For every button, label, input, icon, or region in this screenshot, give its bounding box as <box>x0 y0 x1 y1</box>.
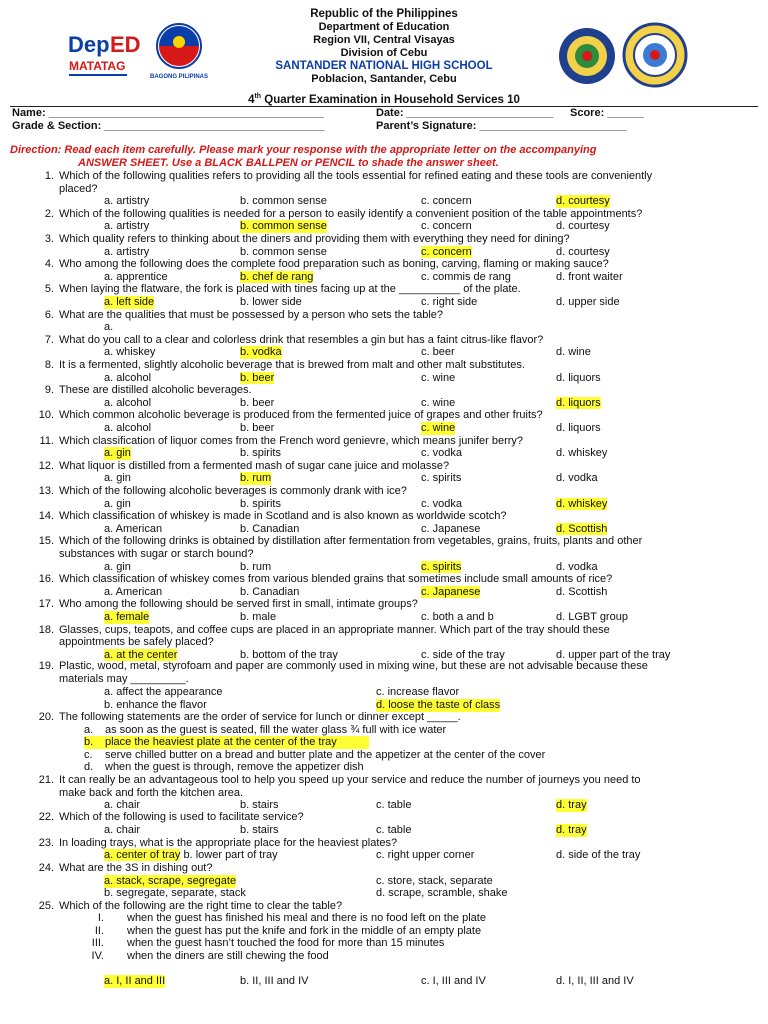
question-number: 12. <box>38 459 54 472</box>
q23-option-c[interactable]: c. right upper corner <box>376 849 475 861</box>
item-letter: a. <box>84 724 94 736</box>
q1-option-a[interactable]: a. artistry <box>104 195 150 208</box>
statement-text: when the guest has put the knife and fork in the middle of an empty plate <box>127 925 482 937</box>
q4-option-c[interactable]: c. commis de rang <box>421 270 511 283</box>
q18-option-c[interactable]: c. side of the tray <box>421 648 505 661</box>
question-number: 9. <box>44 384 54 397</box>
question-text: What do you call to a clear and colorless drink that resembles a gin but has a faint citrus-like flavor? <box>59 333 544 346</box>
q1-option-d[interactable]: d. courtesy <box>556 195 610 208</box>
q5-option-d[interactable]: d. upper side <box>556 296 620 308</box>
item-text: as soon as the guest is seated, fill the water glass ¾ full with ice water <box>105 724 447 736</box>
question-number: 25. <box>38 900 54 912</box>
question-text: Which classification of liquor comes from the French word genievre, which means junifer berry? <box>59 434 524 447</box>
question-number: 1. <box>44 170 54 182</box>
q8-option-d[interactable]: d. liquors <box>556 371 601 384</box>
q5-option-b[interactable]: b. lower side <box>240 296 302 308</box>
q25-statement-4 <box>84 950 329 963</box>
directions-line2: ANSWER SHEET. Use a BLACK BALLPEN or PENCIL to shade the answer sheet. <box>78 157 499 169</box>
roman-numeral: IV. <box>91 950 104 962</box>
q10-option-b[interactable]: b. beer <box>240 422 275 434</box>
question-text: What are the qualities that must be possessed by a person who sets the table? <box>59 308 444 321</box>
question-text: Which of the following is used to facilitate service? <box>59 811 304 823</box>
question-number: 24. <box>38 862 54 874</box>
q10-option-c[interactable]: c. wine <box>421 422 456 434</box>
q14-option-c[interactable]: c. Japanese <box>421 522 481 535</box>
q4-option-d[interactable]: d. front waiter <box>556 270 623 283</box>
question-number: 13. <box>38 485 54 497</box>
q11-option-b[interactable]: b. spirits <box>240 447 281 460</box>
question-text: Which quality refers to thinking about the diners and providing them with everything they need for dining? <box>59 233 570 245</box>
question-text: substances with sugar or starch bound? <box>59 548 254 560</box>
question-text: Who among the following does the complete food preparation such as boning, carving, flaming or making sauce? <box>59 258 609 271</box>
q20-item-b[interactable] <box>84 736 369 749</box>
q17-option-c[interactable]: c. both a and b <box>421 611 494 623</box>
item-letter: c. <box>84 749 93 761</box>
q21-option-b[interactable]: b. stairs <box>240 799 279 811</box>
statement-text: when the diners are still chewing the food <box>127 950 329 962</box>
statement-text: when the guest has finished his meal and there is no food left on the plate <box>127 912 486 924</box>
q20-item-a[interactable] <box>84 724 447 737</box>
exam-title-sup: th <box>254 93 262 100</box>
q4-option-b[interactable]: b. chef de rang <box>240 270 314 283</box>
question-number: 10. <box>38 409 54 422</box>
directions <box>10 144 750 170</box>
question-text: It is a fermented, slightly alcoholic beverage that is brewed from malt and other malt substitutes. <box>59 359 525 371</box>
q5-option-c[interactable]: c. right side <box>421 296 478 308</box>
q24-option-a[interactable]: a. stack, scrape, segregate <box>104 875 237 887</box>
grade-section-field[interactable]: Grade & Section: ____________________________________ <box>12 120 325 132</box>
q18-option-d[interactable]: d. upper part of the tray <box>556 648 671 661</box>
svg-text:ED: ED <box>110 32 141 57</box>
q15-option-a[interactable]: a. gin <box>104 560 131 573</box>
question-number: 23. <box>38 837 54 849</box>
svg-text:BAGONG PILIPINAS: BAGONG PILIPINAS <box>149 74 209 80</box>
header-republic: Republic of the Philippines <box>310 8 458 20</box>
question-number: 21. <box>38 774 54 786</box>
q8-option-b[interactable]: b. beer <box>240 371 275 384</box>
question-number: 15. <box>38 535 54 548</box>
q2-option-b[interactable]: b. common sense <box>240 220 327 233</box>
q10-option-d[interactable]: d. liquors <box>556 422 601 434</box>
q18-option-a[interactable]: a. at the center <box>104 648 178 661</box>
question-text: What liquor is distilled from a fermented mash of sugar cane juice and molasse? <box>59 459 450 472</box>
q14-option-b[interactable]: b. Canadian <box>240 522 300 535</box>
q23-option-d[interactable]: d. side of the tray <box>556 849 641 861</box>
question-number: 22. <box>38 811 54 823</box>
q2-option-d[interactable]: d. courtesy <box>556 220 610 233</box>
q16-option-a[interactable]: a. American <box>104 585 163 598</box>
q17-option-b[interactable]: b. male <box>240 611 277 623</box>
question-text: materials may _________. <box>59 673 189 685</box>
q15-option-c[interactable]: c. spirits <box>421 560 462 573</box>
q14-option-a[interactable]: a. American <box>104 522 163 535</box>
q23-option-ab[interactable] <box>104 849 278 862</box>
q19-option-a[interactable]: a. affect the appearance <box>104 686 223 698</box>
q3-option-c[interactable]: c. concern <box>421 245 472 258</box>
header-division: Division of Cebu <box>340 47 428 59</box>
q11-option-d[interactable]: d. whiskey <box>556 447 608 460</box>
q12-option-d[interactable]: d. vodka <box>556 472 598 485</box>
question-text: In loading trays, what is the appropriate place for the heaviest plates? <box>59 837 398 849</box>
question-number: 18. <box>38 623 54 636</box>
question-text: placed? <box>59 182 98 195</box>
header-address: Poblacion, Santander, Cebu <box>311 73 457 85</box>
q13-option-d[interactable]: d. whiskey <box>556 497 608 510</box>
q9-option-b[interactable]: b. beer <box>240 396 275 409</box>
q3-option-a[interactable]: a. artistry <box>104 245 150 258</box>
q21-option-c[interactable]: c. table <box>376 799 412 811</box>
question-text: Which of the following qualities refers to providing all the tools essential for refined eating and these tools are conveniently <box>59 170 653 182</box>
question-text: appointments be safely placed? <box>59 636 214 649</box>
question-text: Which common alcoholic beverage is produced from the fermented juice of grapes and other fruits? <box>59 409 543 422</box>
q12-option-c[interactable]: c. spirits <box>421 472 462 485</box>
question-number: 11. <box>39 434 54 447</box>
q11-option-a[interactable]: a. gin <box>104 447 131 460</box>
q19-option-b[interactable]: b. enhance the flavor <box>104 699 207 711</box>
q7-option-a[interactable]: a. whiskey <box>104 346 156 359</box>
directions-line1: Direction: Read each item carefully. Please mark your response with the appropriate letter on the accompanying <box>10 144 597 156</box>
q5-option-a[interactable]: a. left side <box>104 296 155 308</box>
question-text: Which of the following alcoholic beverages is commonly drank with ice? <box>59 485 407 497</box>
question-number: 3. <box>44 233 54 245</box>
q22-option-a[interactable]: a. chair <box>104 824 141 836</box>
item-text: place the heaviest plate at the center of the tray <box>105 736 337 748</box>
header-region: Region VII, Central Visayas <box>313 34 455 46</box>
question-number: 8. <box>44 359 54 371</box>
svg-text:Dep: Dep <box>68 32 110 57</box>
q16-option-d[interactable]: d. Scottish <box>556 585 608 598</box>
q3-option-b[interactable]: b. common sense <box>240 245 327 258</box>
q12-option-b[interactable]: b. rum <box>240 472 272 485</box>
question-number: 17. <box>38 598 54 611</box>
svg-text:MATATAG: MATATAG <box>69 59 126 73</box>
question-number: 7. <box>44 333 54 346</box>
q23-option-b[interactable]: b. lower part of tray <box>180 849 278 861</box>
question-text: Which classification of whiskey is made in Scotland and is also known as worldwide scotch? <box>59 510 507 523</box>
question-text: Which of the following are the right time to clear the table? <box>59 900 343 912</box>
roman-numeral: III. <box>91 937 104 949</box>
q6-option-a[interactable]: a. <box>104 321 114 334</box>
exam-title-num: 4 <box>248 93 255 106</box>
question-text: Which of the following qualities is needed for a person to easily identify a convenient position of the table appointments? <box>59 207 643 220</box>
q16-option-b[interactable]: b. Canadian <box>240 585 300 598</box>
parent-signature-field[interactable]: Parent’s Signature: ________________________ <box>376 120 627 132</box>
question-number: 20. <box>38 711 54 723</box>
item-letter: d. <box>84 761 94 773</box>
item-text: serve chilled butter on a bread and butter plate and the appetizer at the center of the cover <box>105 749 546 761</box>
item-text: when the guest is through, remove the appetizer dish <box>105 761 364 773</box>
q2-option-c[interactable]: c. concern <box>421 220 472 233</box>
q24-option-d[interactable]: d. scrape, scramble, shake <box>376 887 508 899</box>
q25-statement-3 <box>84 937 445 950</box>
q13-option-b[interactable]: b. spirits <box>240 497 281 510</box>
q1-option-b[interactable]: b. common sense <box>240 195 327 208</box>
question-text: It can really be an advantageous tool to help you speed up your service and reduce the number of journeys you need to <box>59 774 641 786</box>
question-number: 5. <box>44 283 54 296</box>
name-field[interactable]: Name: _____________________________________________ <box>12 107 324 119</box>
school-header <box>0 8 768 86</box>
question-text: When laying the flatware, the fork is placed with tines facing up at the __________ of the plate. <box>59 283 521 296</box>
q25-option-c[interactable]: c. I, III and IV <box>421 975 486 987</box>
q17-option-d[interactable]: d. LGBT group <box>556 611 628 623</box>
question-text: Which of the following drinks is obtained by distillation after fermentation from vegetables, grains, fruits, plants and other <box>59 535 643 548</box>
q1-option-c[interactable]: c. concern <box>421 195 472 208</box>
q8-option-c[interactable]: c. wine <box>421 371 456 384</box>
score-field[interactable]: Score: ______ <box>570 107 644 119</box>
item-letter: b. <box>84 736 94 748</box>
q25-option-b[interactable]: b. II, III and IV <box>240 975 309 987</box>
q15-option-d[interactable]: d. vodka <box>556 560 598 573</box>
q23-option-a[interactable]: a. center of tray <box>104 849 181 861</box>
exam-title <box>0 93 768 106</box>
q25-statement-1 <box>84 912 486 925</box>
q2-option-a[interactable]: a. artistry <box>104 220 150 233</box>
q24-option-b[interactable]: b. segregate, separate, stack <box>104 887 246 899</box>
q22-option-b[interactable]: b. stairs <box>240 824 279 836</box>
question-text: Plastic, wood, metal, styrofoam and paper are commonly used in mixing wine, but these are not advisable because these <box>59 660 648 672</box>
q7-option-c[interactable]: c. beer <box>421 346 455 359</box>
q3-option-d[interactable]: d. courtesy <box>556 245 610 258</box>
q17-option-a[interactable]: a. female <box>104 611 150 623</box>
question-text: Which classification of whiskey comes from various blended grains that sometimes include small amounts of rice? <box>59 573 613 586</box>
question-text: What are the 3S in dishing out? <box>59 862 213 874</box>
q25-statement-2 <box>84 925 482 938</box>
q7-option-b[interactable]: b. vodka <box>240 346 282 359</box>
q8-option-a[interactable]: a. alcohol <box>104 371 152 384</box>
q24-option-c[interactable]: c. store, stack, separate <box>376 875 493 887</box>
statement-text: when the guest hasn’t touched the food for more than 15 minutes <box>127 937 445 949</box>
q13-option-a[interactable]: a. gin <box>104 497 131 510</box>
q20-item-c[interactable] <box>84 749 546 762</box>
q12-option-a[interactable]: a. gin <box>104 472 131 485</box>
date-field[interactable]: Date: ________________________ <box>376 107 554 119</box>
q20-item-d[interactable] <box>84 761 364 774</box>
question-number: 19. <box>38 660 54 672</box>
roman-numeral: I. <box>97 912 104 924</box>
q19-option-c[interactable]: c. increase flavor <box>376 686 460 698</box>
q9-option-a[interactable]: a. alcohol <box>104 396 152 409</box>
q25-option-d[interactable]: d. I, II, III and IV <box>556 975 634 987</box>
question-number: 2. <box>44 207 54 220</box>
q18-option-b[interactable]: b. bottom of the tray <box>240 648 338 661</box>
question-text: Who among the following should be served first in small, intimate groups? <box>59 598 418 611</box>
question-number: 14. <box>38 510 54 523</box>
header-school-name: SANTANDER NATIONAL HIGH SCHOOL <box>275 60 493 72</box>
question-text: These are distilled alcoholic beverages. <box>59 384 252 397</box>
roman-numeral: II. <box>94 925 104 937</box>
q4-option-a[interactable]: a. apprentice <box>104 270 168 283</box>
q16-option-c[interactable]: c. Japanese <box>421 585 481 598</box>
header-department: Department of Education <box>318 21 450 33</box>
question-number: 4. <box>44 258 54 271</box>
q22-option-c[interactable]: c. table <box>376 824 412 836</box>
exam-title-text: Quarter Examination in Household Services 10 <box>261 93 520 106</box>
q21-option-a[interactable]: a. chair <box>104 799 141 811</box>
q19-option-d[interactable]: d. loose the taste of class <box>376 699 501 711</box>
q22-option-d[interactable]: d. tray <box>556 824 587 836</box>
question-number: 6. <box>44 308 54 321</box>
q10-option-a[interactable]: a. alcohol <box>104 422 152 434</box>
q21-option-d[interactable]: d. tray <box>556 799 587 811</box>
q9-option-c[interactable]: c. wine <box>421 396 456 409</box>
q14-option-d[interactable]: d. Scottish <box>556 522 608 535</box>
q9-option-d[interactable]: d. liquors <box>556 396 601 409</box>
question-text: make back and forth the kitchen area. <box>59 787 244 799</box>
q7-option-d[interactable]: d. wine <box>556 346 591 359</box>
q15-option-b[interactable]: b. rum <box>240 560 272 573</box>
question-text: Glasses, cups, teapots, and coffee cups are placed in an appropriate manner. Which part of the tray should these <box>59 623 610 636</box>
question-number: 16. <box>38 573 54 586</box>
q11-option-c[interactable]: c. vodka <box>421 447 462 460</box>
question-text: The following statements are the order of service for lunch or dinner except _____. <box>59 711 461 723</box>
q25-option-a[interactable]: a. I, II and III <box>104 975 166 987</box>
q13-option-c[interactable]: c. vodka <box>421 497 462 510</box>
